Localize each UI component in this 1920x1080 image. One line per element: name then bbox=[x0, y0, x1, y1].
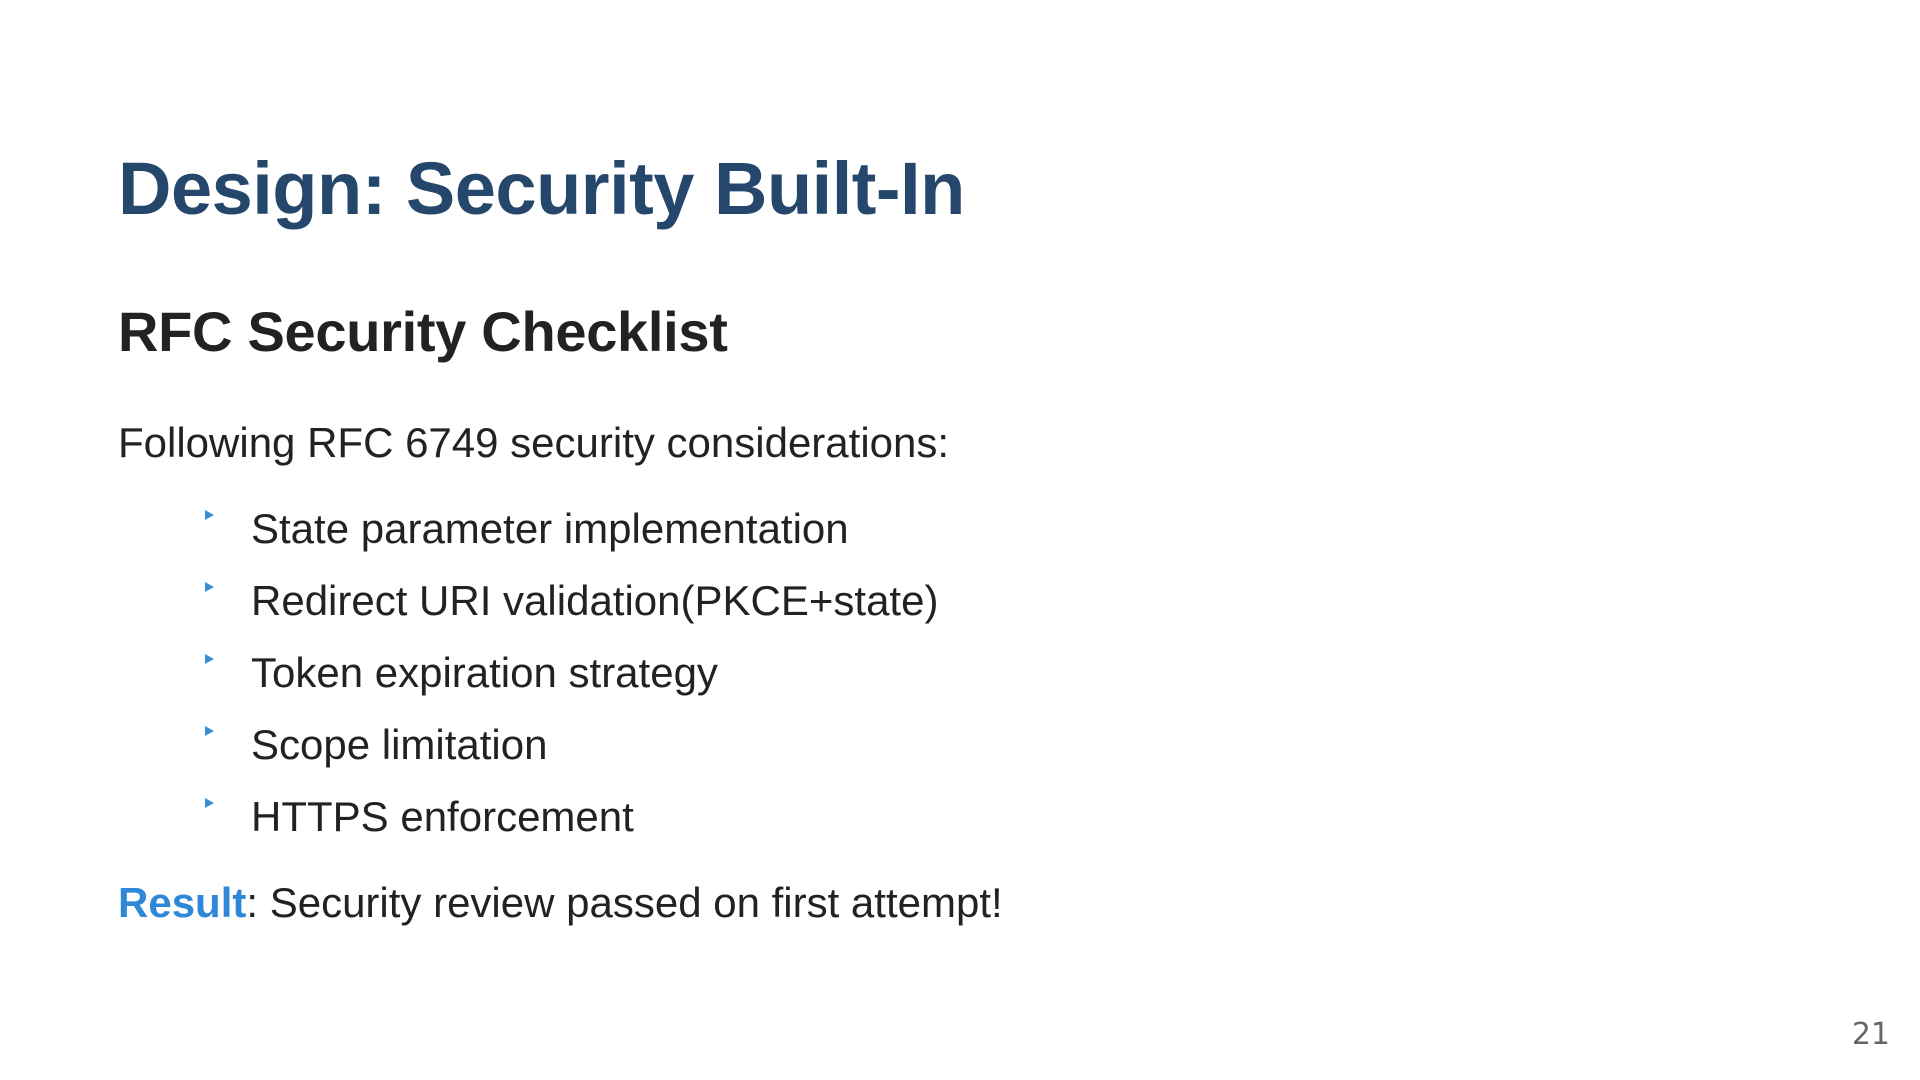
checklist-item-text: Redirect URI validation(PKCE+state) bbox=[251, 577, 939, 624]
result-text: : Security review passed on first attempt! bbox=[246, 879, 1003, 926]
triangle-bullet-icon bbox=[205, 582, 214, 592]
checklist-item-text: Scope limitation bbox=[251, 721, 548, 768]
intro-text: Following RFC 6749 security considerations: bbox=[118, 419, 950, 466]
triangle-bullet-icon bbox=[205, 726, 214, 736]
checklist-item-text: HTTPS enforcement bbox=[251, 793, 634, 840]
slide-title: Design: Security Built-In bbox=[118, 147, 965, 230]
result-line bbox=[118, 879, 1003, 926]
triangle-bullet-icon bbox=[205, 510, 214, 520]
triangle-bullet-icon bbox=[205, 654, 214, 664]
page-number: 21 bbox=[1851, 1017, 1890, 1052]
checklist-item-text: State parameter implementation bbox=[251, 505, 849, 552]
checklist-item-text: Token expiration strategy bbox=[251, 649, 718, 696]
section-heading: RFC Security Checklist bbox=[118, 300, 728, 363]
result-label: Result bbox=[118, 879, 247, 926]
triangle-bullet-icon bbox=[205, 798, 214, 808]
